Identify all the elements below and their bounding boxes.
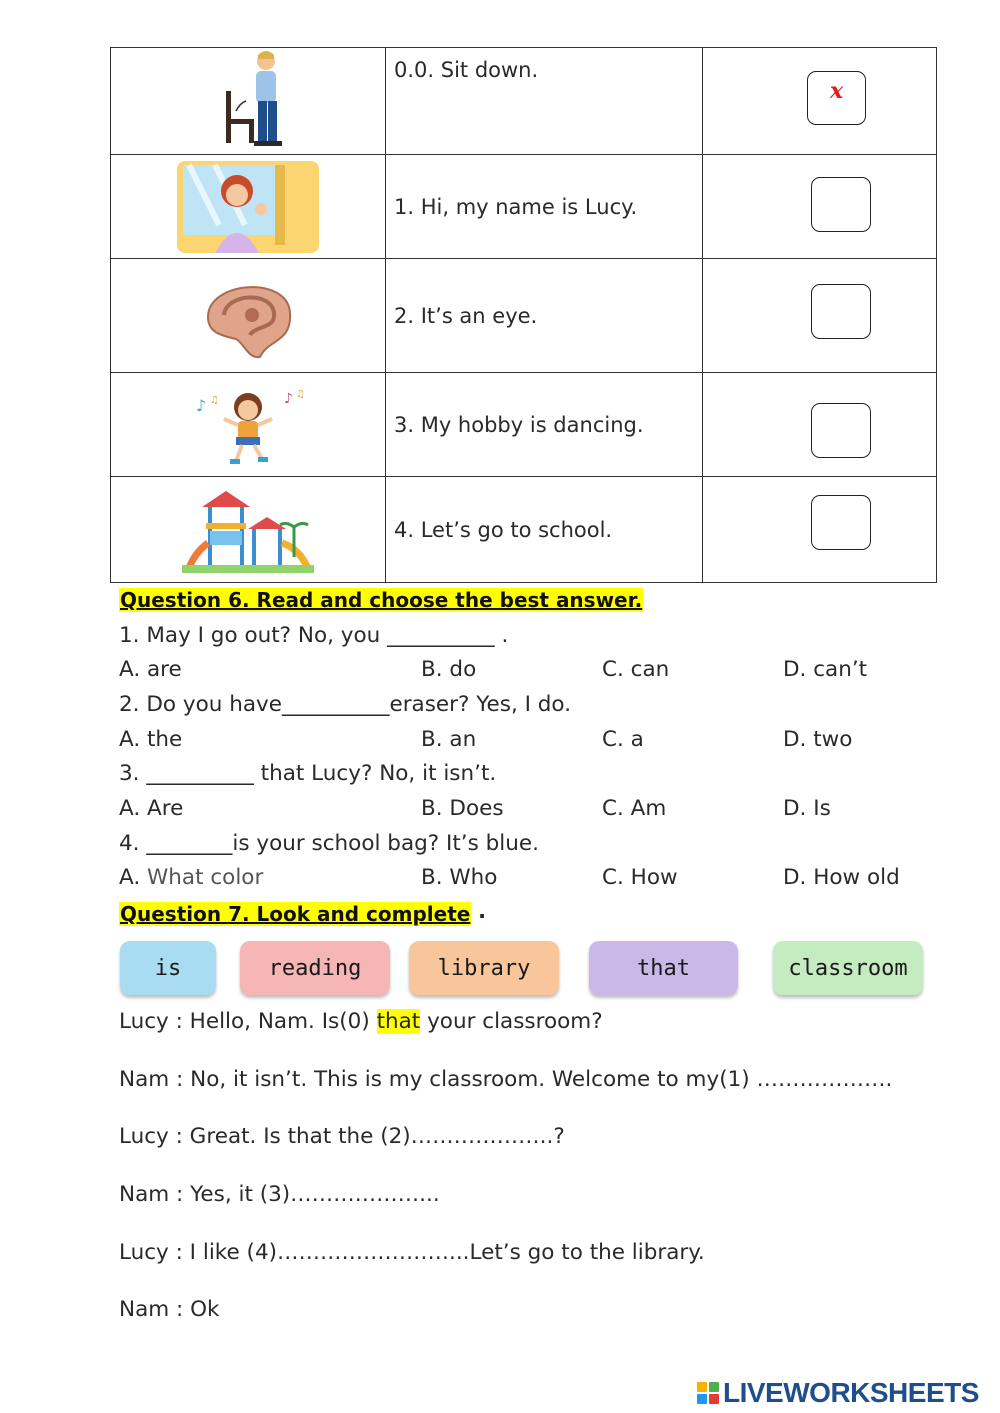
word-chip-that[interactable]: that bbox=[589, 941, 738, 995]
q6-stem-1: 1. May I go out? No, you __________ . bbox=[119, 623, 509, 648]
dialogue-line[interactable]: Lucy : Great. Is that the (2)………………..? bbox=[119, 1124, 565, 1149]
option-a[interactable] bbox=[119, 865, 263, 890]
liveworksheets-logo-icon bbox=[697, 1382, 719, 1404]
q6-stem-3: 3. __________ that Lucy? No, it isn’t. bbox=[119, 761, 497, 786]
girl-dancing-icon bbox=[188, 385, 308, 465]
q6-stem-2: 2. Do you have__________eraser? Yes, I do. bbox=[119, 692, 572, 717]
option-b[interactable]: B. Does bbox=[421, 796, 504, 821]
dialogue-line[interactable]: Nam : Yes, it (3)………………... bbox=[119, 1182, 440, 1207]
table-row bbox=[111, 155, 937, 259]
word-chip-is[interactable]: is bbox=[120, 941, 216, 995]
option-a[interactable]: A. Are bbox=[119, 796, 184, 821]
answer-cell[interactable] bbox=[703, 155, 937, 259]
option-c[interactable]: C. Am bbox=[602, 796, 667, 821]
option-d[interactable]: D. can’t bbox=[783, 657, 868, 682]
playground-icon bbox=[182, 487, 314, 573]
option-d[interactable]: D. Is bbox=[783, 796, 831, 821]
word-chip-classroom[interactable]: classroom bbox=[773, 941, 923, 995]
watermark-text: LIVEWORKSHEETS bbox=[723, 1377, 979, 1408]
option-letter: A. bbox=[119, 865, 141, 890]
dialogue-line[interactable]: Lucy : I like (4)……………………...Let’s go to the library. bbox=[119, 1240, 705, 1265]
word-chip-reading[interactable]: reading bbox=[240, 941, 390, 995]
picture-cell bbox=[111, 155, 386, 259]
ear-icon bbox=[198, 273, 298, 359]
dialogue-line[interactable]: Nam : No, it isn’t. This is my classroom. Welcome to my(1) ………………. bbox=[119, 1067, 893, 1092]
answer-box[interactable] bbox=[811, 495, 871, 550]
option-text: What color bbox=[147, 865, 264, 890]
option-b[interactable]: B. an bbox=[421, 727, 477, 752]
table-row bbox=[111, 373, 937, 477]
option-c[interactable]: C. can bbox=[602, 657, 670, 682]
option-d[interactable]: D. How old bbox=[783, 865, 900, 890]
option-a[interactable]: A. the bbox=[119, 727, 183, 752]
answer-box[interactable] bbox=[811, 177, 871, 232]
dialogue-text: your classroom? bbox=[420, 1009, 603, 1034]
sentence-cell: 4. Let’s go to school. bbox=[386, 477, 703, 583]
svg-text:♪: ♪ bbox=[196, 395, 207, 415]
dialogue-line bbox=[119, 1009, 603, 1034]
sentence-cell: 0.0. Sit down. bbox=[386, 48, 703, 155]
answer-cell[interactable] bbox=[703, 373, 937, 477]
answer-cell[interactable] bbox=[703, 259, 937, 373]
picture-cell bbox=[111, 48, 386, 155]
answer-box[interactable] bbox=[811, 284, 871, 339]
picture-cell bbox=[111, 477, 386, 583]
question-7-heading-tail: . bbox=[478, 899, 487, 924]
picture-cell bbox=[111, 373, 386, 477]
svg-text:♫: ♫ bbox=[210, 394, 219, 406]
option-a[interactable]: A. are bbox=[119, 657, 182, 682]
example-answer: that bbox=[376, 1009, 421, 1034]
picture-cell bbox=[111, 259, 386, 373]
question-6-heading: Question 6. Read and choose the best answer. bbox=[120, 588, 643, 612]
dialogue-line: Nam : Ok bbox=[119, 1297, 220, 1322]
answer-box[interactable] bbox=[811, 403, 871, 458]
option-c[interactable]: C. a bbox=[602, 727, 644, 752]
sit-down-icon bbox=[188, 49, 308, 153]
svg-text:♫: ♫ bbox=[296, 388, 305, 400]
sentence-cell: 2. It’s an eye. bbox=[386, 259, 703, 373]
watermark bbox=[697, 1377, 979, 1409]
svg-text:♪: ♪ bbox=[284, 390, 293, 407]
table-row bbox=[111, 477, 937, 583]
q6-stem-4: 4. ________is your school bag? It’s blue. bbox=[119, 831, 539, 856]
answer-cell[interactable] bbox=[703, 477, 937, 583]
answer-cell bbox=[703, 48, 937, 155]
example-answer-box: x bbox=[807, 71, 866, 125]
girl-waving-icon bbox=[177, 161, 319, 253]
matching-table bbox=[110, 47, 937, 583]
table-row bbox=[111, 259, 937, 373]
sentence-cell: 1. Hi, my name is Lucy. bbox=[386, 155, 703, 259]
word-chip-library[interactable]: library bbox=[409, 941, 559, 995]
option-b[interactable]: B. Who bbox=[421, 865, 498, 890]
option-b[interactable]: B. do bbox=[421, 657, 477, 682]
option-d[interactable]: D. two bbox=[783, 727, 853, 752]
dialogue-text: Lucy : Hello, Nam. Is(0) bbox=[119, 1009, 377, 1034]
question-7-heading: Question 7. Look and complete bbox=[120, 902, 471, 926]
sentence-cell: 3. My hobby is dancing. bbox=[386, 373, 703, 477]
option-c[interactable]: C. How bbox=[602, 865, 678, 890]
table-row bbox=[111, 48, 937, 155]
